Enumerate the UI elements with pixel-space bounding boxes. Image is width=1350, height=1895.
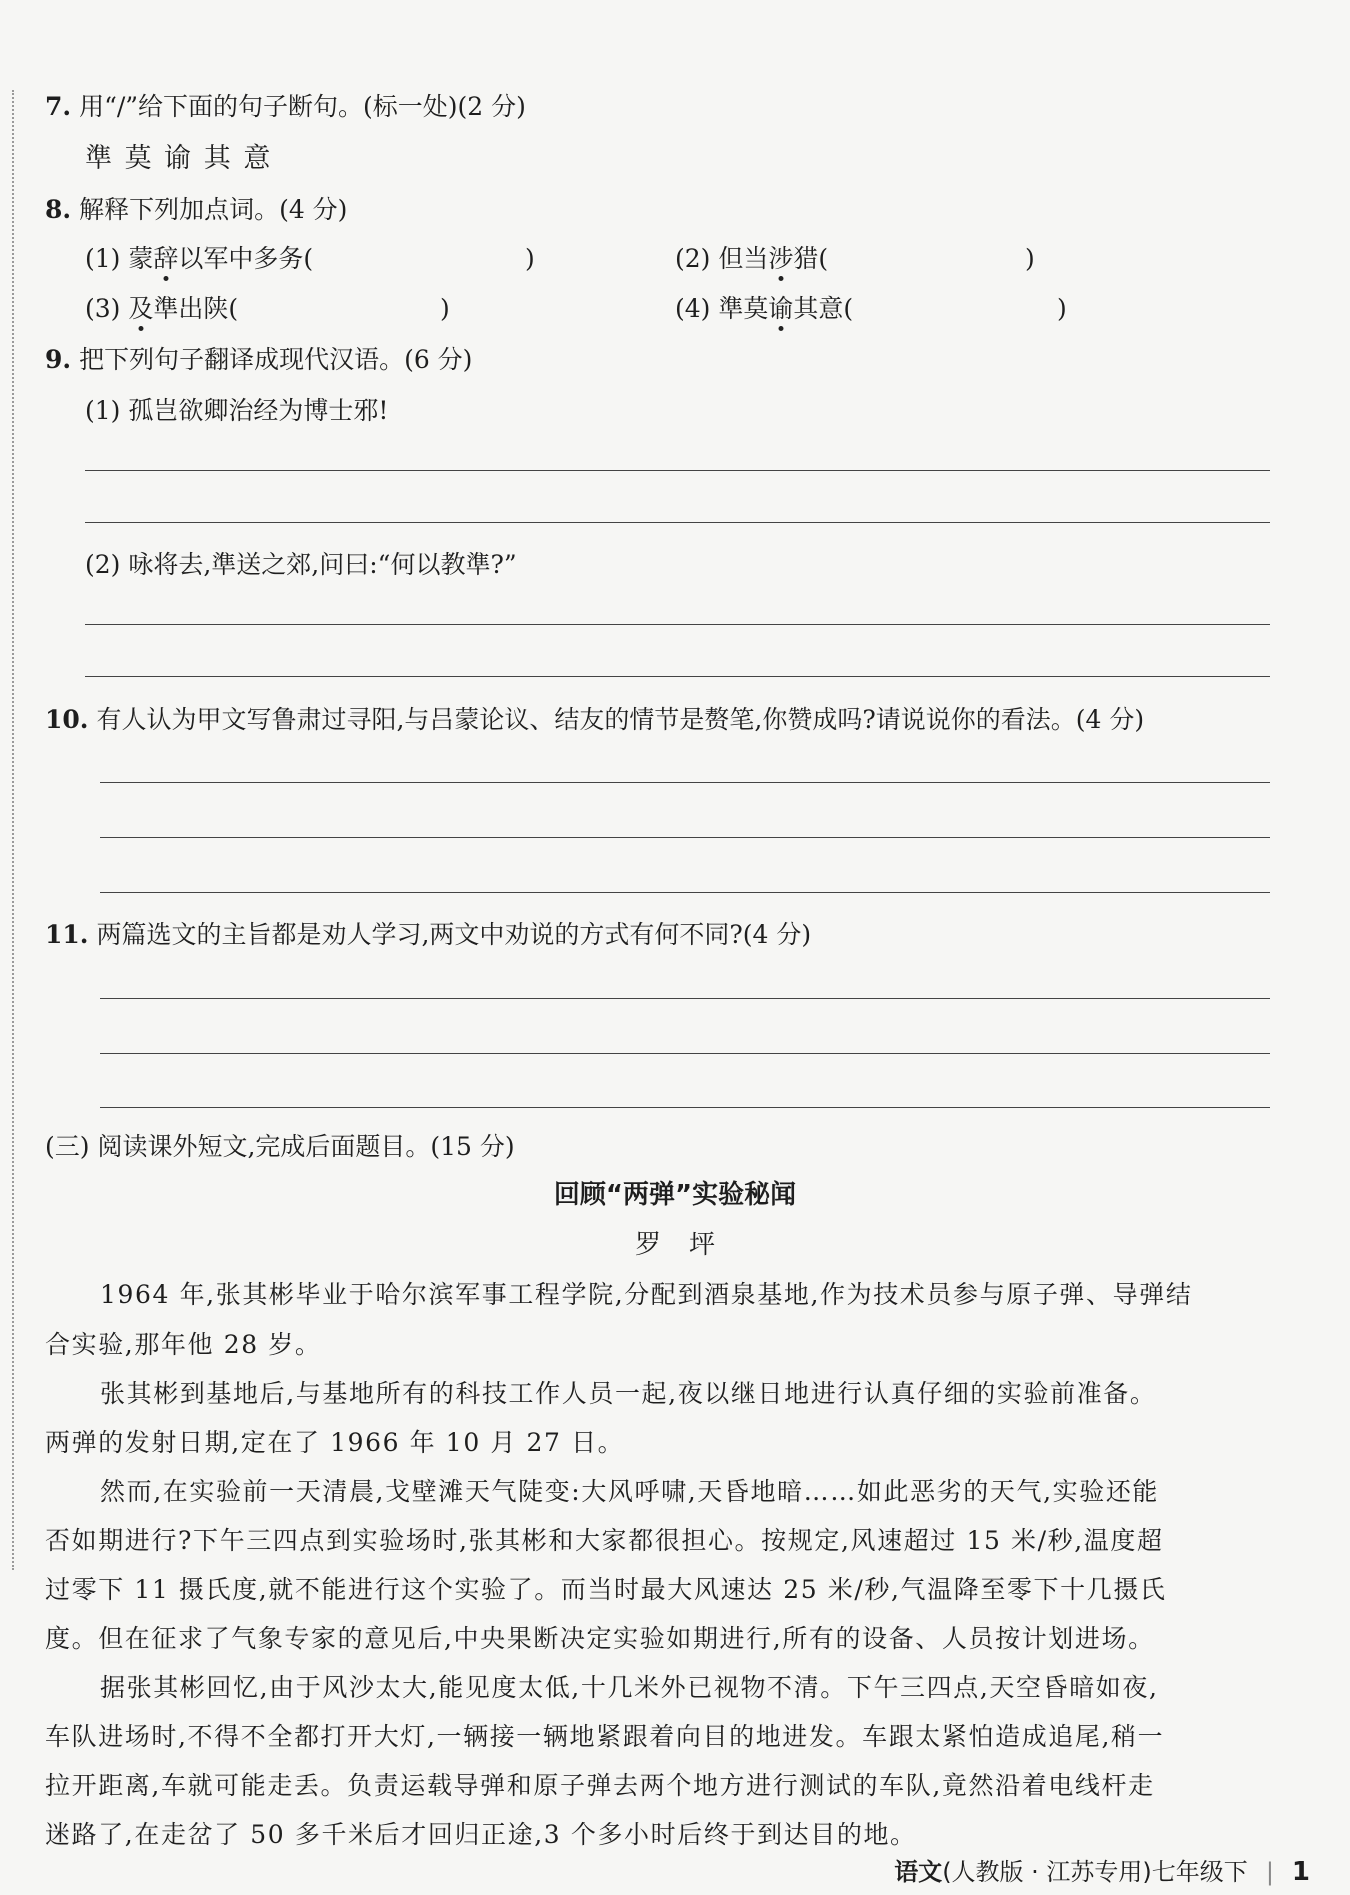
question-8-prompt: 解释下列加点词。(4 分) <box>79 195 348 224</box>
q8-item-4-dotted-word: 谕 <box>768 294 794 323</box>
q8-item-2-post: 猎( <box>793 244 829 273</box>
question-11 <box>45 920 811 950</box>
q9-sentence-1: (1) 孤岂欲卿治经为博士邪! <box>85 396 389 425</box>
q9-2-answer-line-2[interactable] <box>85 676 1270 677</box>
q8-item-4 <box>675 294 1075 324</box>
q9-sentence-2: (2) 咏将去,準送之郊,问曰:“何以教準?” <box>85 550 517 579</box>
q8-item-2-pre: (2) 但当 <box>675 244 769 273</box>
q8-item-2-dotted-word: 涉 <box>768 244 794 273</box>
q8-item-3-dotted-word: 及 <box>128 294 154 323</box>
article-line-10: 车队进场时,不得不全都打开大灯,一辆接一辆地紧跟着向目的地进发。车跟太紧怕造成追尾,稍一 <box>45 1722 1165 1751</box>
question-7-prompt: 用“/”给下面的句子断句。(标一处)(2 分) <box>79 92 526 121</box>
question-10 <box>45 705 1144 735</box>
binding-margin-line <box>12 90 14 1570</box>
question-9-prompt: 把下列句子翻译成现代汉语。(6 分) <box>79 345 473 374</box>
q8-item-3-post: 準出陕( <box>153 294 239 323</box>
question-7 <box>45 92 526 122</box>
question-11-number: 11. <box>45 920 89 949</box>
q9-1-answer-line-2[interactable] <box>85 522 1270 523</box>
q8-item-3-close: ) <box>440 294 450 323</box>
footer-edition: (人教版 · 江苏专用)七年级下 <box>942 1858 1248 1886</box>
question-10-prompt: 有人认为甲文写鲁肃过寻阳,与吕蒙论议、结友的情节是赘笔,你赞成吗?请说说你的看法。(4 分) <box>96 705 1145 734</box>
footer-subject: 语文 <box>894 1858 943 1886</box>
q11-answer-line-3[interactable] <box>100 1107 1270 1108</box>
q8-item-4-pre: (4) 準莫 <box>675 294 769 323</box>
article-line-1: 1964 年,张其彬毕业于哈尔滨军事工程学院,分配到酒泉基地,作为技术员参与原子弹、导弹结 <box>100 1280 1193 1309</box>
q9-1-answer-line-1[interactable] <box>85 470 1270 471</box>
article-line-9: 据张其彬回忆,由于风沙太大,能见度太低,十几米外已视物不清。下午三四点,天空昏暗如夜, <box>100 1673 1159 1702</box>
question-10-number: 10. <box>45 705 89 734</box>
q9-2-answer-line-1[interactable] <box>85 624 1270 625</box>
section-3-heading: (三) 阅读课外短文,完成后面题目。(15 分) <box>45 1132 515 1161</box>
q8-item-3-pre: (3) <box>85 294 129 323</box>
q8-item-1-close: ) <box>525 244 535 273</box>
question-11-prompt: 两篇选文的主旨都是劝人学习,两文中劝说的方式有何不同?(4 分) <box>96 920 812 949</box>
question-8 <box>45 195 347 225</box>
article-line-11: 拉开距离,车就可能走丢。负责运载导弹和原子弹去两个地方进行测试的车队,竟然沿着电线杆走 <box>45 1771 1155 1800</box>
q8-item-1-post: 以军中多务( <box>178 244 314 273</box>
article-line-4: 两弹的发射日期,定在了 1966 年 10 月 27 日。 <box>45 1428 625 1457</box>
q10-answer-line-1[interactable] <box>100 782 1270 783</box>
q10-answer-line-3[interactable] <box>100 892 1270 893</box>
question-7-sentence: 準 莫 谕 其 意 <box>85 143 273 174</box>
q8-item-3 <box>85 294 465 324</box>
article-line-8: 度。但在征求了气象专家的意见后,中央果断决定实验如期进行,所有的设备、人员按计划进场。 <box>45 1624 1155 1653</box>
footer-divider: | <box>1265 1858 1274 1886</box>
q11-answer-line-2[interactable] <box>100 1053 1270 1054</box>
q8-item-1 <box>85 244 555 274</box>
question-9 <box>45 345 472 375</box>
q8-item-1-dotted-word: 辞 <box>153 244 179 273</box>
q8-item-4-close: ) <box>1057 294 1067 323</box>
page-footer <box>894 1852 1310 1887</box>
article-line-7: 过零下 11 摄氏度,就不能进行这个实验了。而当时最大风速达 25 米/秒,气温降至零下十几摄氏 <box>45 1575 1167 1604</box>
question-8-number: 8. <box>45 195 72 224</box>
q10-answer-line-2[interactable] <box>100 837 1270 838</box>
question-7-number: 7. <box>45 92 72 121</box>
article-line-3: 张其彬到基地后,与基地所有的科技工作人员一起,夜以继日地进行认真仔细的实验前准备。 <box>100 1379 1157 1408</box>
q8-item-2-close: ) <box>1025 244 1035 273</box>
article-author: 罗坪 <box>634 1230 743 1260</box>
page-number: 1 <box>1291 1857 1310 1887</box>
q11-answer-line-1[interactable] <box>100 998 1270 999</box>
article-line-2: 合实验,那年他 28 岁。 <box>45 1330 322 1359</box>
q8-item-1-pre: (1) 蒙 <box>85 244 154 273</box>
article-line-12: 迷路了,在走岔了 50 多千米后才回归正途,3 个多小时后终于到达目的地。 <box>45 1820 917 1849</box>
question-9-number: 9. <box>45 345 72 374</box>
article-title: 回顾“两弹”实验秘闻 <box>553 1180 797 1210</box>
article-line-6: 否如期进行?下午三四点到实验场时,张其彬和大家都很担心。按规定,风速超过 15 米/秒,温度超 <box>45 1526 1164 1555</box>
q8-item-4-post: 其意( <box>793 294 854 323</box>
article-line-5: 然而,在实验前一天清晨,戈壁滩天气陡变:大风呼啸,天昏地暗……如此恶劣的天气,实验还能 <box>100 1477 1160 1506</box>
q8-item-2 <box>675 244 1055 274</box>
